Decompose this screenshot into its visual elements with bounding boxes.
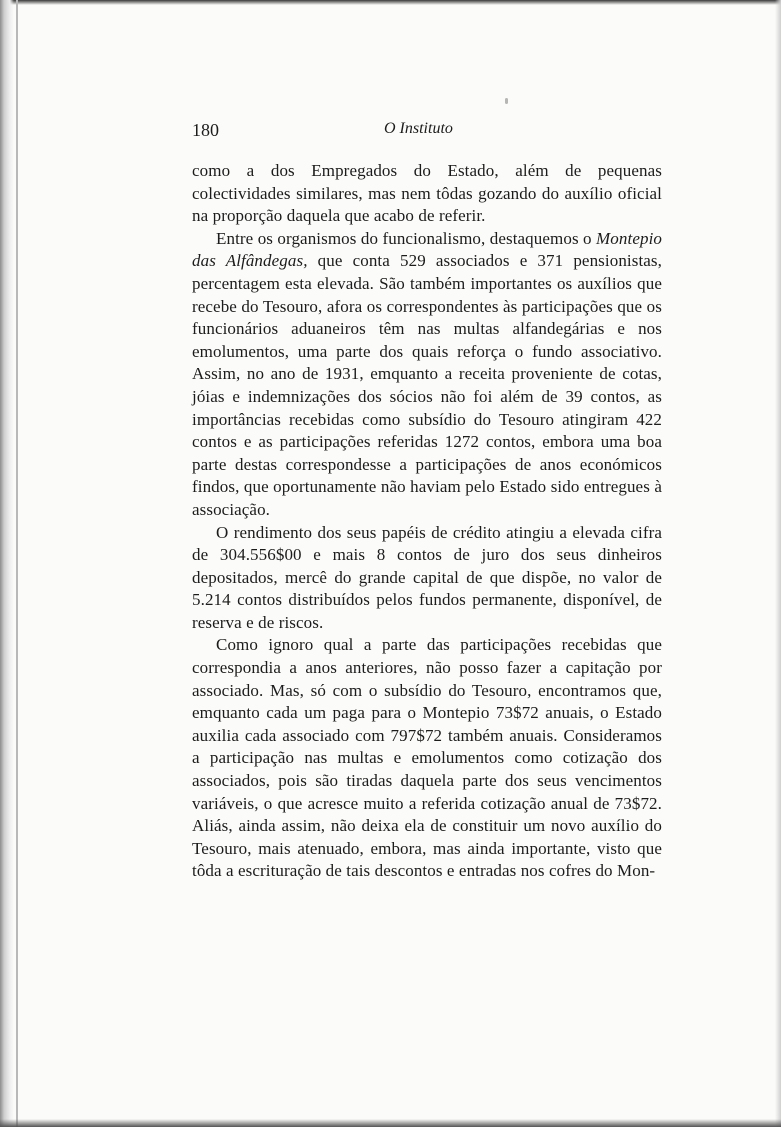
paragraph-4: Como ignoro qual a parte das participações recebidas que correspondia a anos anteriores, não posso fazer a capitação por associado. Mas, só com o subsídio do Tesouro, encontramos que, emquanto cada um paga para o Montepio 73$72 anuais, o Estado auxilia cada associado com 797$72 também anuais. Consideramos a participação nas multas e emolumentos como cotização dos associados, pois são tiradas daquela parte dos seus vencimentos variáveis, o que acresce muito a referida cotização anual de 73$72. Aliás, ainda assim, não deixa ela de constituir um novo auxílio do Tesouro, mais atenuado, embora, mas ainda importante, visto que tôda a escrituração de tais descontos e entradas nos cofres do Mon- <box>192 635 662 881</box>
page-binding-shadow <box>0 0 14 1127</box>
ink-speck <box>505 98 508 104</box>
body-text <box>192 160 662 883</box>
running-header <box>192 120 662 144</box>
page-bottom-edge-shadow <box>0 1119 781 1127</box>
page-binding-line <box>16 0 18 1127</box>
paragraph-1: como a dos Empregados do Estado, além de pequenas colectividades similares, mas nem tôdas gozando do auxílio oficial na proporção daquela que acabo de referir. <box>192 161 662 226</box>
paragraph-2 <box>192 228 662 522</box>
page-number: 180 <box>192 120 219 140</box>
running-title: O Instituto <box>384 120 453 137</box>
paragraph-2-lead: Entre os organismos do funcionalismo, destaquemos o <box>216 228 597 248</box>
page-top-edge-shadow <box>0 0 781 5</box>
institution-name-italic: Montepio das Alfândegas, <box>192 228 662 271</box>
page-right-edge <box>775 0 781 1127</box>
paragraph-3: O rendimento dos seus papéis de crédito atingiu a elevada cifra de 304.556$00 e mais 8 contos de juro dos seus dinheiros depositados, mercê do grande capital de que dispõe, no valor de 5.214 contos distribuídos pelos fundos permanente, disponível, de reserva e de riscos. <box>192 522 662 632</box>
paragraph-2-rest: que conta 529 associados e 371 pensionistas, percentagem esta elevada. São também importantes os auxílios que recebe do Tesouro, afora os correspondentes às participações que os funcionários aduaneiros têm nas multas alfandegárias e nos emolumentos, uma parte dos quais reforça o fundo associativo. Assim, no ano de 1931, emquanto a receita proveniente de cotas, jóias e indemnizações dos sócios não foi além de 39 contos, as importâncias recebidas como subsídio do Tesouro atingiram 422 contos e as participações referidas 1272 contos, embora uma boa parte destas correspondesse a participações de anos económicos findos, que oportunamente não haviam pelo Estado sido entregues à associação. <box>192 251 662 519</box>
